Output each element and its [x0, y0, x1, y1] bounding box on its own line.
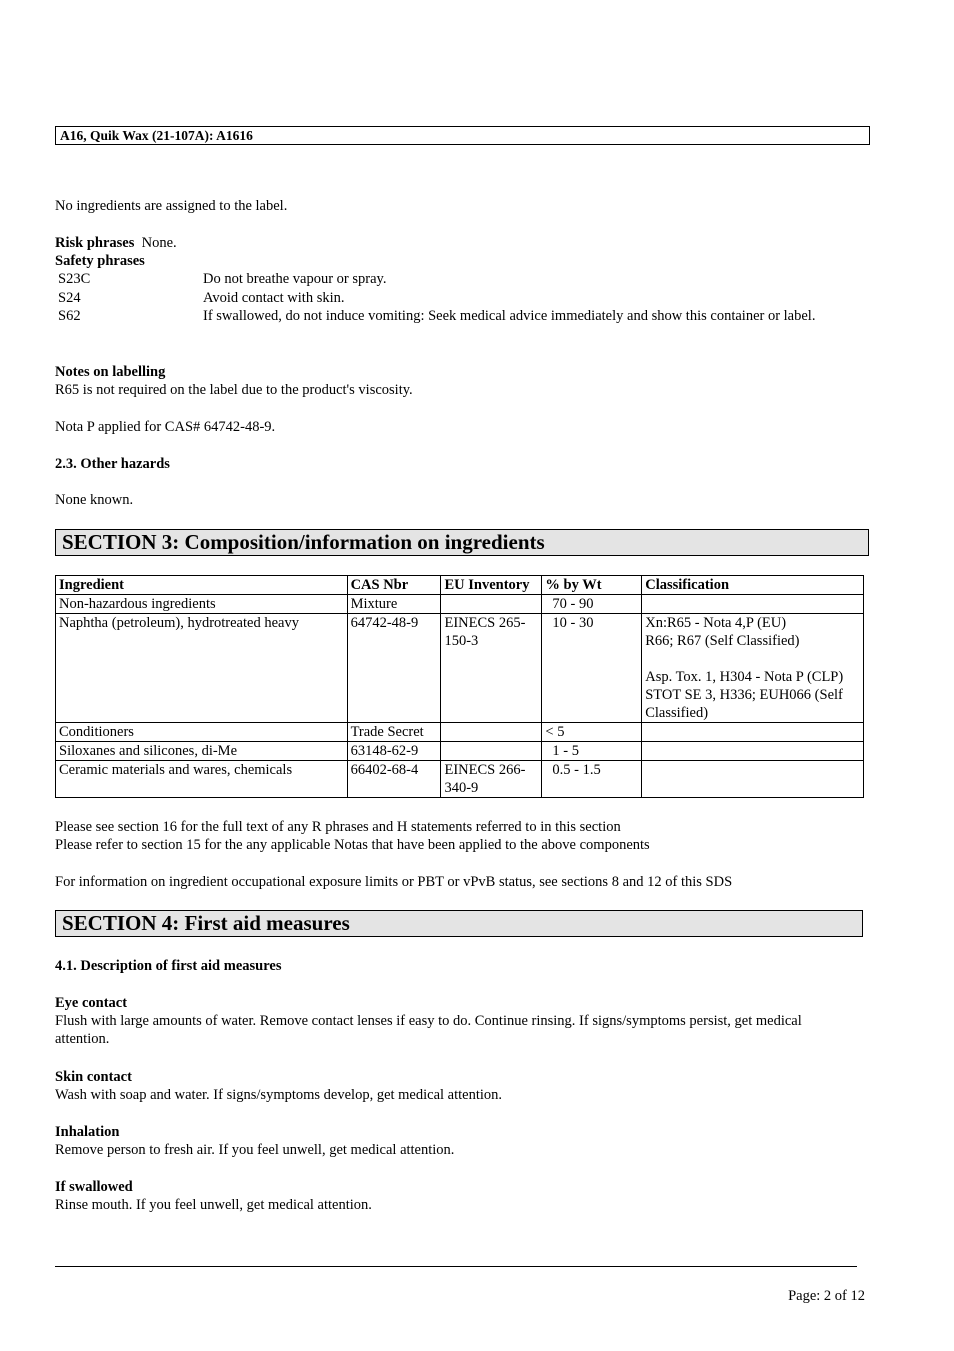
other-hazards-heading: 2.3. Other hazards [55, 456, 170, 472]
table-row [56, 595, 864, 614]
section-4-title: SECTION 4: First aid measures [55, 910, 863, 937]
classification [642, 761, 864, 798]
table-header-row [56, 576, 864, 595]
first-aid-text-eye: Flush with large amounts of water. Remove contact lenses if easy to do. Continue rinsing. If signs/symptoms persist, get medical attention. [55, 1013, 802, 1047]
safety-phrase-code: S62 [58, 308, 81, 324]
section-3-note: Please refer to section 15 for the any applicable Notas that have been applied to the above components [55, 837, 650, 853]
ingredients-table [55, 575, 864, 798]
first-aid-heading-eye: Eye contact [55, 995, 128, 1011]
no-ingredients-text: No ingredients are assigned to the label. [55, 198, 288, 214]
classification-line: Xn:R65 - Nota 4,P (EU) [645, 615, 787, 631]
first-aid-text-swallowed: Rinse mouth. If you feel unwell, get medical attention. [55, 1197, 372, 1213]
table-row [56, 723, 864, 742]
risk-phrases-value: None. [141, 235, 177, 251]
safety-phrase-text: Do not breathe vapour or spray. [203, 271, 387, 287]
labelling-note: R65 is not required on the label due to the product's viscosity. [55, 382, 413, 398]
document-header: A16, Quik Wax (21-107A): A1616 [55, 126, 870, 145]
cas-number: Trade Secret [347, 723, 441, 742]
safety-phrase-code: S24 [58, 290, 81, 306]
first-aid-text-inhalation: Remove person to fresh air. If you feel unwell, get medical attention. [55, 1142, 455, 1158]
first-aid-heading-swallowed: If swallowed [55, 1179, 133, 1195]
ingredient-name: Ceramic materials and wares, chemicals [56, 761, 348, 798]
column-header-cas: CAS Nbr [347, 576, 441, 595]
eu-inventory [441, 742, 542, 761]
classification-line: R66; R67 (Self Classified) [645, 633, 800, 649]
section-3-note: Please see section 16 for the full text of any R phrases and H statements referred to in this section [55, 819, 621, 835]
ingredient-name: Naphtha (petroleum), hydrotreated heavy [56, 614, 348, 723]
notes-labelling-heading: Notes on labelling [55, 364, 166, 380]
classification [642, 742, 864, 761]
safety-phrases-label: Safety phrases [55, 253, 145, 269]
labelling-note: Nota P applied for CAS# 64742-48-9. [55, 419, 276, 435]
table-row [56, 761, 864, 798]
percent-by-weight: < 5 [542, 723, 642, 742]
eu-inventory: EINECS 266-340-9 [441, 761, 542, 798]
column-header-classification: Classification [642, 576, 864, 595]
risk-phrases-line [55, 234, 177, 252]
footer-divider [55, 1266, 857, 1267]
safety-phrase-text: If swallowed, do not induce vomiting: Seek medical advice immediately and show this container or label. [203, 308, 816, 324]
ingredient-name: Conditioners [56, 723, 348, 742]
percent-by-weight: 0.5 - 1.5 [542, 761, 642, 798]
column-header-ingredient: Ingredient [56, 576, 348, 595]
section-3-note: For information on ingredient occupational exposure limits or PBT or vPvB status, see sections 8 and 12 of this SDS [55, 874, 733, 890]
first-aid-heading-skin: Skin contact [55, 1069, 132, 1085]
first-aid-heading-inhalation: Inhalation [55, 1124, 120, 1140]
cas-number: 66402-68-4 [347, 761, 441, 798]
classification-line: Asp. Tox. 1, H304 - Nota P (CLP) [645, 669, 844, 685]
section-3-title: SECTION 3: Composition/information on ingredients [55, 529, 869, 556]
cas-number: 63148-62-9 [347, 742, 441, 761]
table-row [56, 614, 864, 723]
risk-phrases-label: Risk phrases [55, 235, 135, 251]
eu-inventory: EINECS 265-150-3 [441, 614, 542, 723]
first-aid-subheading: 4.1. Description of first aid measures [55, 958, 282, 974]
cas-number: 64742-48-9 [347, 614, 441, 723]
percent-by-weight: 10 - 30 [542, 614, 642, 723]
percent-by-weight: 70 - 90 [542, 595, 642, 614]
cas-number: Mixture [347, 595, 441, 614]
column-header-percent: % by Wt [542, 576, 642, 595]
classification-line: STOT SE 3, H336; EUH066 (Self Classified) [645, 687, 843, 721]
percent-by-weight: 1 - 5 [542, 742, 642, 761]
safety-phrase-code: S23C [58, 271, 91, 287]
ingredient-name: Siloxanes and silicones, di-Me [56, 742, 348, 761]
classification-spacer [645, 650, 860, 668]
other-hazards-text: None known. [55, 492, 134, 508]
column-header-eu-inventory: EU Inventory [441, 576, 542, 595]
first-aid-text-skin: Wash with soap and water. If signs/symptoms develop, get medical attention. [55, 1087, 503, 1103]
classification [642, 595, 864, 614]
eu-inventory [441, 723, 542, 742]
classification [642, 723, 864, 742]
page-number: Page: 2 of 12 [788, 1288, 865, 1304]
eu-inventory [441, 595, 542, 614]
ingredient-name: Non-hazardous ingredients [56, 595, 348, 614]
table-row [56, 742, 864, 761]
safety-phrase-text: Avoid contact with skin. [203, 290, 345, 306]
classification [642, 614, 864, 723]
